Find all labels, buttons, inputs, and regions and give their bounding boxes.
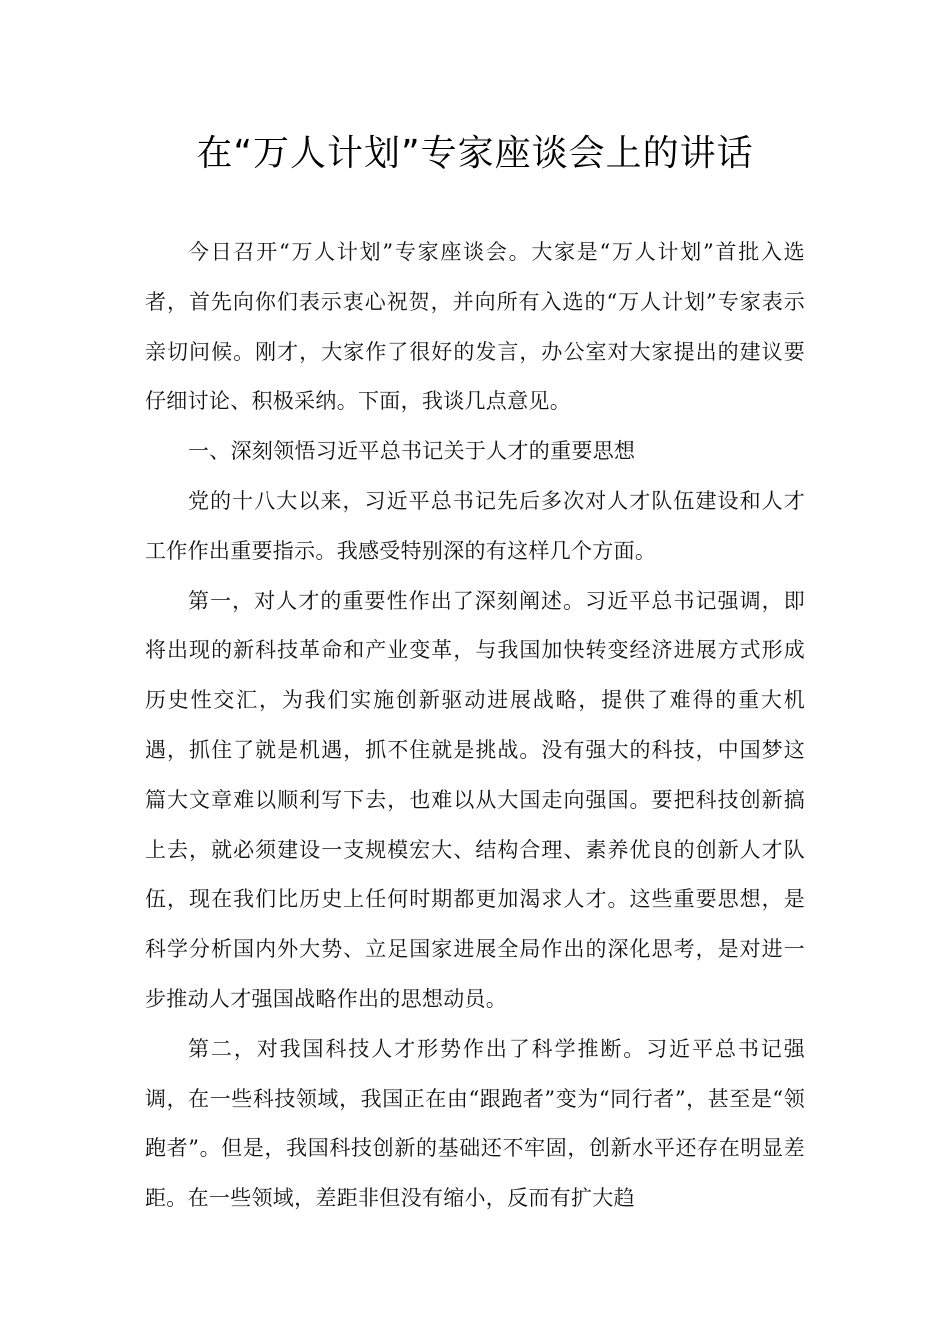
- section-heading-1: 一、深刻领悟习近平总书记关于人才的重要思想: [188, 439, 636, 464]
- document-body: [145, 228, 805, 1224]
- paragraph-point-1: 第一，对人才的重要性作出了深刻阐述。习近平总书记强调，即将出现的新科技革命和产业变革，与我国加快转变经济进展方式形成历史性交汇，为我们实施创新驱动进展战略，提供了难得的重大机遇，抓住了就是机遇，抓不住就是挑战。没有强大的科技，中国梦这篇大文章难以顺利写下去，也难以从大国走向强国。要把科技创新搞上去，就必须建设一支规模宏大、结构合理、素养优良的创新人才队伍，现在我们比历史上任何时期都更加渴求人才。这些重要思想，是科学分析国内外大势、立足国家进展全局作出的深化思考，是对进一步推动人才强国战略作出的思想动员。: [145, 588, 805, 1011]
- paragraph-point-2: 第二，对我国科技人才形势作出了科学推断。习近平总书记强调，在一些科技领域，我国正在由“跟跑者”变为“同行者”，甚至是“领跑者”。但是，我国科技创新的基础还不牢固，创新水平还存在明显差距。在一些领域，差距非但没有缩小，反而有扩大趋: [145, 1036, 805, 1211]
- document-title: 在“万人计划”专家座谈会上的讲话: [196, 133, 754, 174]
- paragraph-section-1-lead: 党的十八大以来，习近平总书记先后多次对人才队伍建设和人才工作作出重要指示。我感受特别深的有这样几个方面。: [145, 488, 805, 563]
- paragraph-intro: 今日召开“万人计划”专家座谈会。大家是“万人计划”首批入选者，首先向你们表示衷心祝贺，并向所有入选的“万人计划”专家表示亲切问候。刚才，大家作了很好的发言，办公室对大家提出的建议要仔细讨论、积极采纳。下面，我谈几点意见。: [145, 240, 805, 414]
